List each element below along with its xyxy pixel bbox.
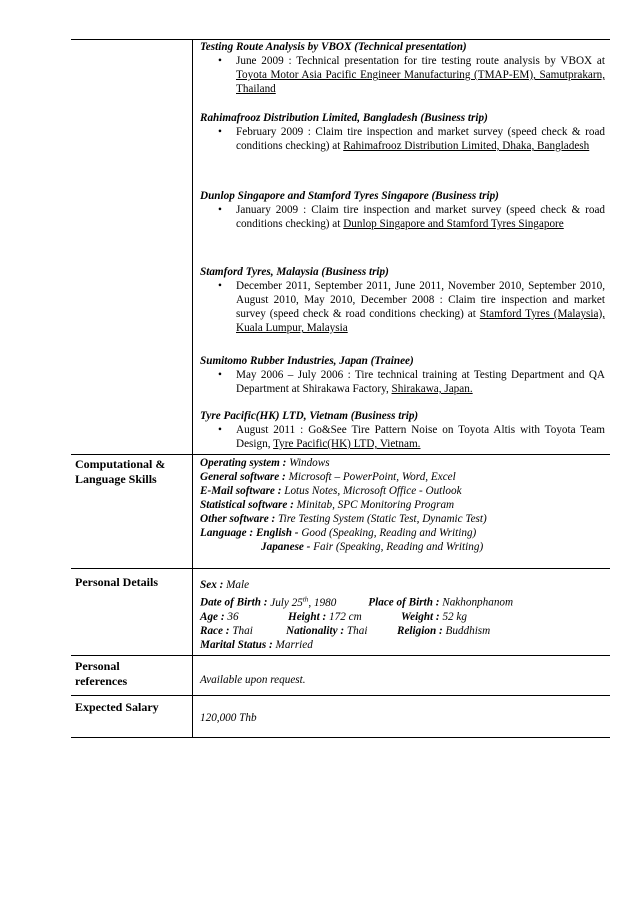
- dob-label: Date of Birth :: [200, 596, 268, 609]
- experience-entry: [200, 265, 605, 335]
- section-rule: [71, 454, 610, 455]
- entry-text: Tire technical training at Testing Department and QA Department at Shirakawa Factory,: [236, 369, 606, 395]
- section-rule: [71, 695, 610, 696]
- height-label: Height :: [288, 610, 327, 623]
- experience-entry: [200, 40, 605, 96]
- marital-label: Marital Status :: [200, 638, 273, 651]
- entry-bullet: • June 2009 : Technical presentation for tire testing route analysis by VBOX at Toyota Motor Asia Pacific Engineer Manufacturing (TMAP-EM), Samutprakarn, Thailand: [218, 55, 605, 95]
- entry-location: Rahimafrooz Distribution Limited, Dhaka, Bangladesh: [343, 140, 590, 152]
- entry-date: June 2009: [236, 55, 284, 67]
- religion-label: Religion :: [397, 624, 443, 637]
- entry-text: Claim tire inspection and market survey (speed check & road conditions checking) at: [236, 204, 606, 230]
- entry-date: May 2006 – July 2006: [236, 369, 344, 381]
- personal-block: [200, 578, 605, 652]
- entry-text: Claim tire inspection and market survey (speed check & road conditions checking) at: [236, 126, 606, 152]
- experience-entry: [200, 354, 605, 396]
- os-value: Windows: [289, 457, 330, 469]
- general-value: Microsoft – PowerPoint, Word, Excel: [288, 471, 456, 483]
- stat-label: Statistical software :: [200, 499, 294, 511]
- experience-entry: [200, 111, 605, 153]
- salary-label: Expected Salary: [75, 700, 159, 714]
- dob-value: [270, 597, 336, 609]
- email-value: Lotus Notes, Microsoft Office - Outlook: [284, 485, 462, 497]
- sex-value: Male: [226, 579, 250, 591]
- age-label: Age :: [200, 610, 225, 623]
- entry-location: Tyre Pacific(HK) LTD, Vietnam.: [273, 438, 421, 450]
- references-label-line: references: [75, 674, 128, 688]
- pob-label: Place of Birth :: [368, 596, 440, 609]
- race-value: Thai: [232, 624, 253, 637]
- religion-value: Buddhism: [445, 624, 491, 637]
- section-rule: [71, 655, 610, 656]
- bottom-rule: [71, 737, 610, 738]
- sex-label: Sex :: [200, 579, 224, 591]
- weight-value: 52 kg: [442, 610, 467, 623]
- entry-location: Shirakawa, Japan.: [391, 383, 473, 395]
- entry-text: Claim tire inspection and market survey (speed check & road conditions checking) at: [236, 294, 606, 320]
- nationality-label: Nationality :: [286, 624, 345, 637]
- entry-title: Testing Route Analysis by VBOX (Technical presentation): [200, 41, 467, 53]
- personal-label: Personal Details: [75, 575, 158, 589]
- other-value: Tire Testing System (Static Test, Dynamic Test): [278, 513, 487, 525]
- stat-value: Minitab, SPC Monitoring Program: [296, 499, 455, 511]
- dob-suffix: th: [302, 595, 309, 603]
- entry-location: Dunlop Singapore and Stamford Tyres Singapore: [343, 218, 564, 230]
- lang-label: Language : English -: [200, 527, 299, 539]
- bullet-icon: •: [218, 55, 222, 67]
- entry-bullet: • August 2011 : Go&See Tire Pattern Noise on Toyota Altis with Toyota Team Design, Tyre Pacific(HK) LTD, Vietnam.: [218, 424, 605, 450]
- nationality-value: Thai: [346, 624, 368, 637]
- jp-value: Fair (Speaking, Reading and Writing): [313, 541, 484, 553]
- other-label: Other software :: [200, 513, 276, 525]
- experience-entry: [200, 409, 605, 451]
- references-value: Available upon request.: [200, 674, 306, 686]
- bullet-icon: •: [218, 126, 222, 138]
- dob-year: , 1980: [308, 596, 337, 609]
- entry-location: Toyota Motor Asia Pacific Engineer Manufacturing (TMAP-EM), Samutprakarn, Thailand: [236, 69, 605, 95]
- entry-title: Sumitomo Rubber Industries, Japan (Trainee): [200, 355, 414, 367]
- os-label: Operating system :: [200, 457, 287, 469]
- skills-label-line: Language Skills: [75, 472, 157, 486]
- marital-value: Married: [275, 638, 313, 651]
- jp-label: Japanese -: [261, 541, 311, 553]
- lang-value: Good (Speaking, Reading and Writing): [301, 527, 477, 539]
- entry-text: Technical presentation for tire testing route analysis by VBOX at: [296, 55, 605, 67]
- skills-block: [200, 456, 605, 554]
- section-rule: [71, 568, 610, 569]
- skills-label-line: Computational &: [75, 457, 166, 471]
- references-label: [75, 659, 127, 689]
- email-label: E-Mail software :: [200, 485, 282, 497]
- entry-title: Stamford Tyres, Malaysia (Business trip): [200, 266, 389, 278]
- dob-value-main: July 25: [270, 596, 303, 609]
- race-label: Race :: [200, 624, 230, 637]
- entry-date: December 2011, September 2011, June 2011, November 2010, September 2010, August 2010, May 2010, December 2008: [236, 280, 605, 306]
- entry-location: Stamford Tyres (Malaysia), Kuala Lumpur, Malaysia: [236, 308, 606, 334]
- entry-title: Rahimafrooz Distribution Limited, Bangladesh (Business trip): [200, 112, 488, 124]
- age-value: 36: [227, 610, 239, 623]
- pob-value: Nakhonphanom: [442, 596, 514, 609]
- entry-text: Go&See Tire Pattern Noise on Toyota Altis with Toyota Team Design,: [236, 424, 605, 450]
- entry-bullet: • January 2009 : Claim tire inspection and market survey (speed check & road conditions checking) at Dunlop Singapore and Stamford Tyres Singapore: [218, 204, 606, 230]
- entry-bullet: • February 2009 : Claim tire inspection and market survey (speed check & road conditions checking) at Rahimafrooz Distribution Limited, Dhaka, Bangladesh: [218, 126, 606, 152]
- entry-title: Tyre Pacific(HK) LTD, Vietnam (Business trip): [200, 410, 419, 422]
- entry-bullet: • December 2011, September 2011, June 2011, November 2010, September 2010, August 2010, May 2010, December 2008 : Claim tire inspection and market survey (speed check & road conditions checking) at Stamford Tyres (Malaysia), Kuala Lumpur, Malaysia: [218, 280, 606, 334]
- bullet-icon: •: [218, 424, 222, 436]
- bullet-icon: •: [218, 280, 222, 292]
- bullet-icon: •: [218, 204, 222, 216]
- entry-date: January 2009: [236, 204, 299, 216]
- skills-label: [75, 457, 165, 487]
- column-divider: [192, 39, 193, 737]
- entry-bullet: • May 2006 – July 2006 : Tire technical training at Testing Department and QA Department at Shirakawa Factory, Shirakawa, Japan.: [218, 369, 606, 395]
- height-value: 172 cm: [329, 610, 362, 623]
- general-label: General software :: [200, 471, 286, 483]
- entry-date: February 2009: [236, 126, 304, 138]
- weight-label: Weight :: [401, 610, 440, 623]
- references-label-line: Personal: [75, 659, 120, 673]
- salary-value: 120,000 Thb: [200, 712, 257, 724]
- entry-date: August 2011: [236, 424, 296, 436]
- experience-entry: [200, 189, 605, 231]
- bullet-icon: •: [218, 369, 222, 381]
- entry-title: Dunlop Singapore and Stamford Tyres Singapore (Business trip): [200, 190, 499, 202]
